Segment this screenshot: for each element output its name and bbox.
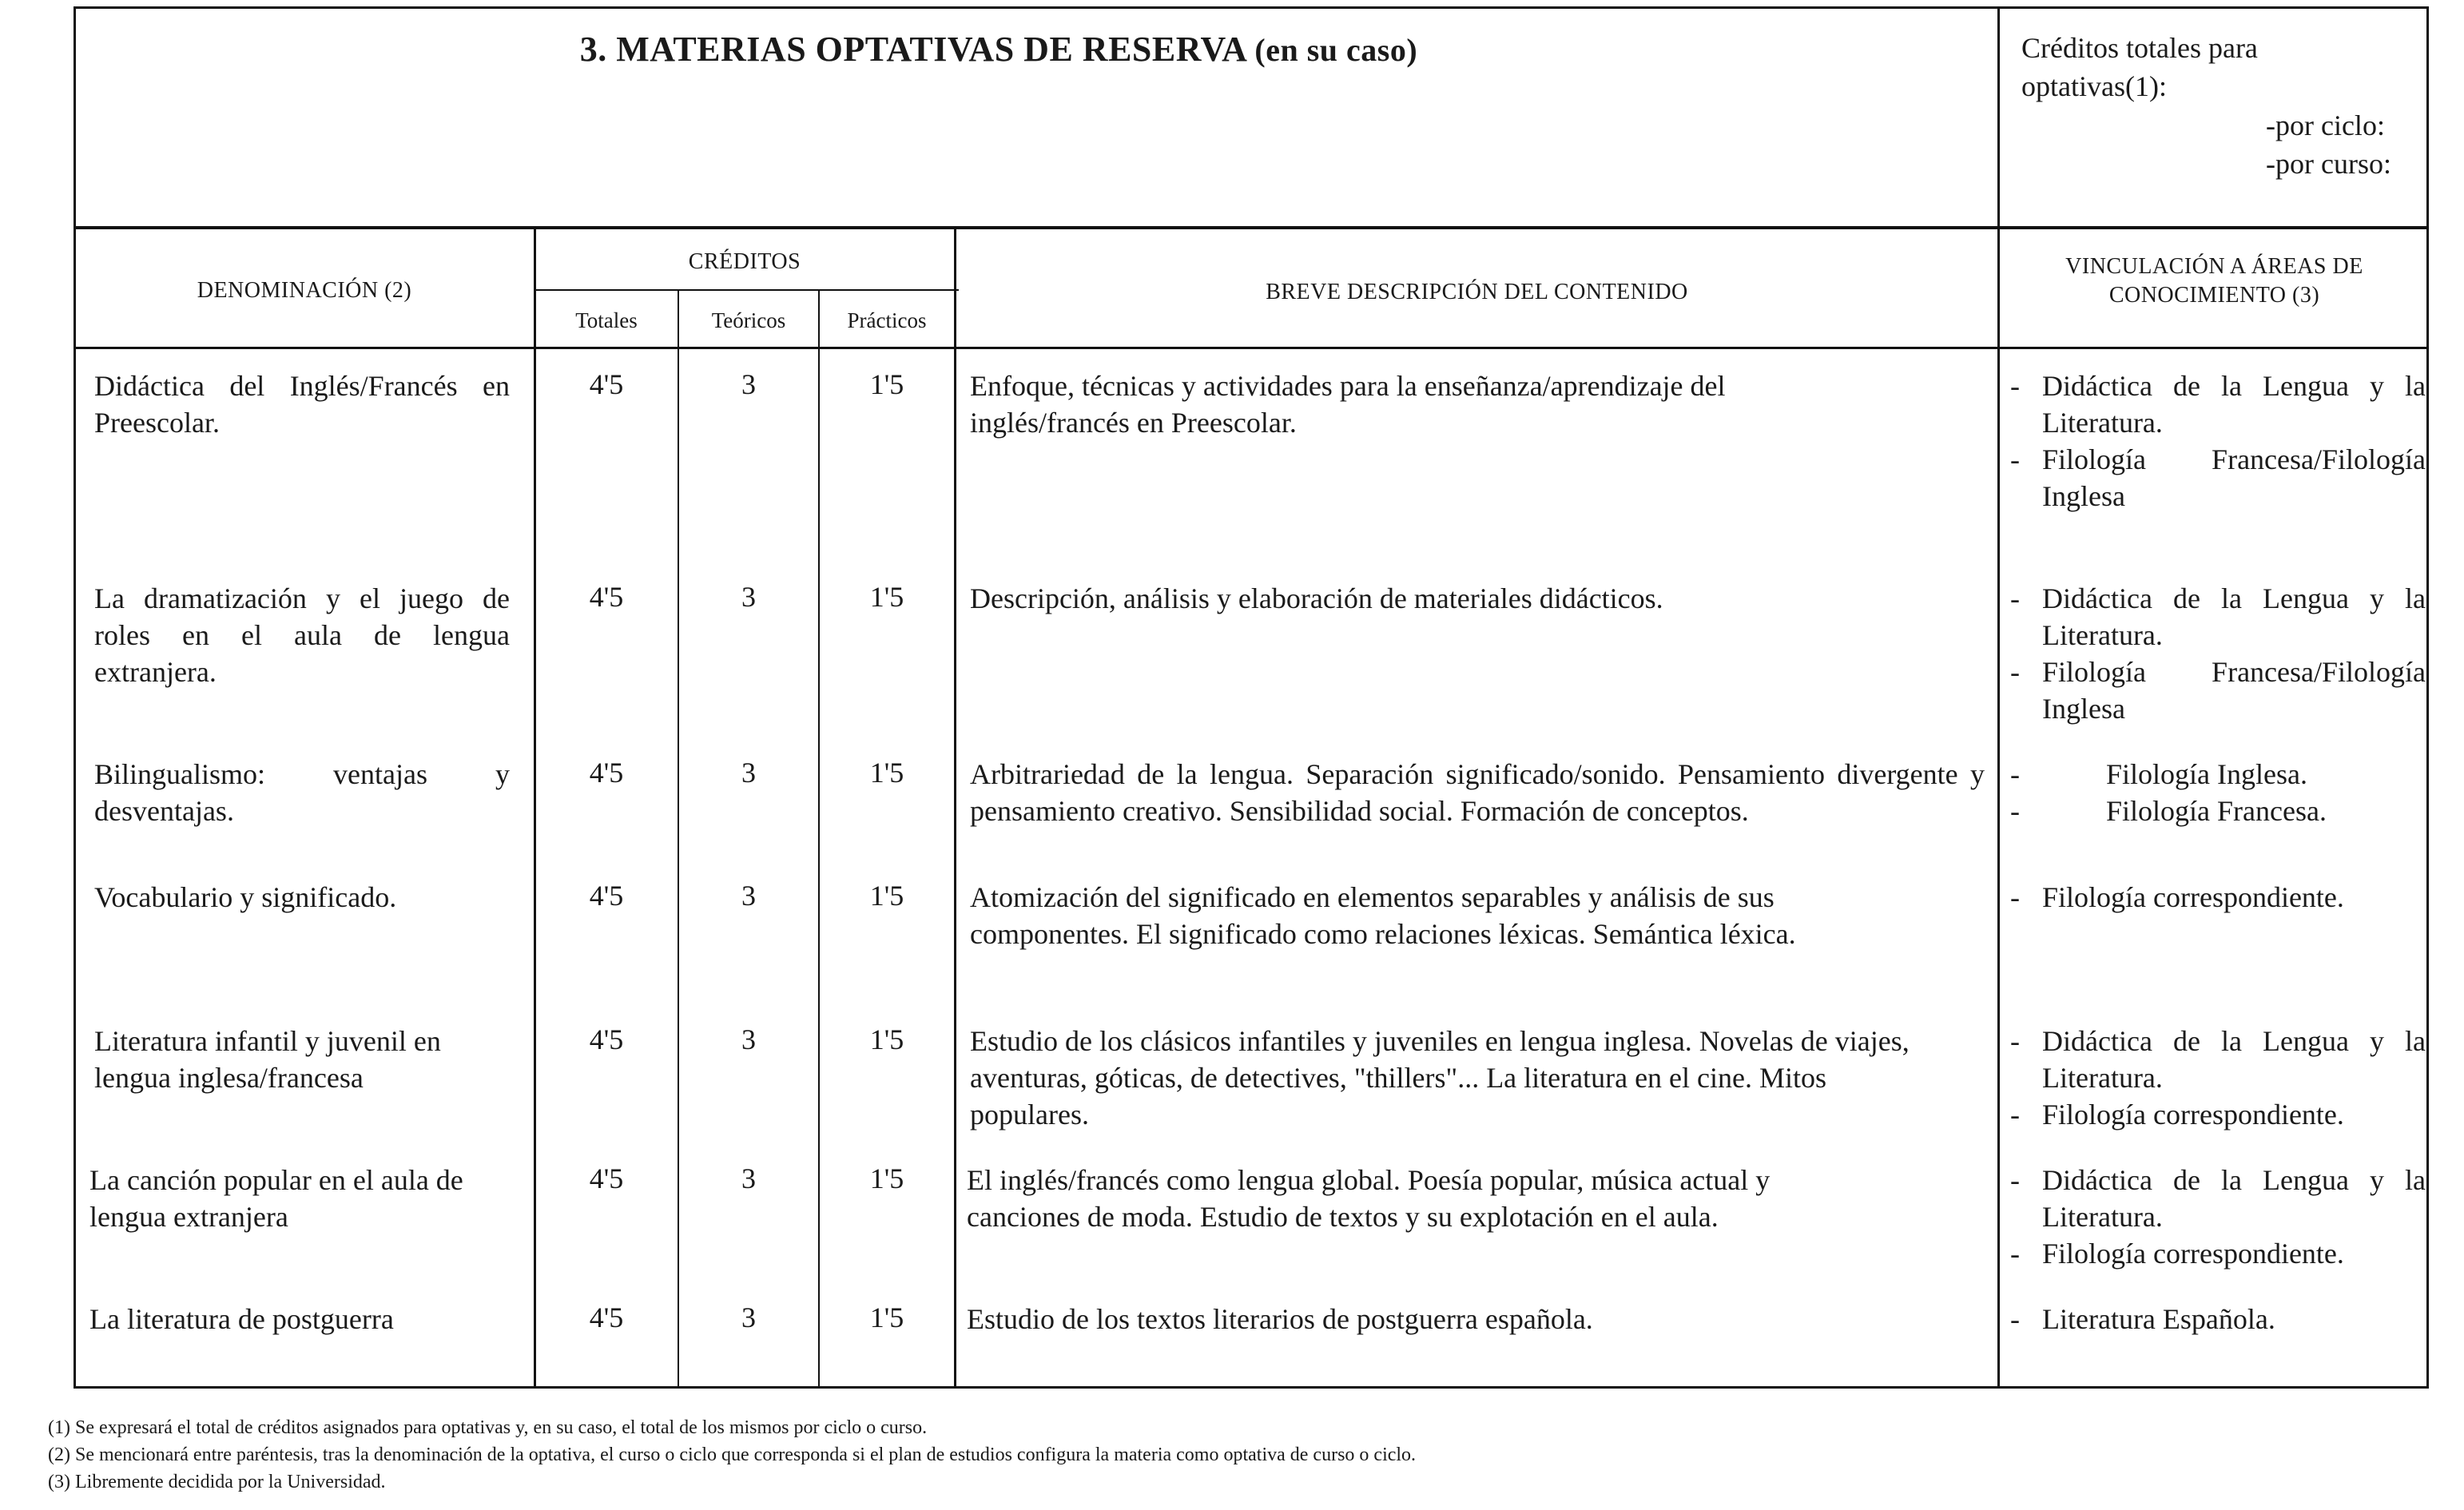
- footnote-2: (2) Se mencionará entre paréntesis, tras la denominación de la optativa, el curso o ciclo que corresponda si el plan de estudios configura la materia como optativa de curso o ciclo.: [48, 1444, 1417, 1465]
- col-header-denominacion: DENOMINACIÓN (2): [197, 278, 412, 303]
- row-areas: [2010, 1301, 2426, 1337]
- row-practicos: 1'5: [869, 368, 904, 400]
- row-totales: 4'5: [589, 880, 624, 912]
- title-suffix: (en su caso): [1254, 32, 1418, 68]
- row-practicos: 1'5: [869, 880, 904, 912]
- row-totales: 4'5: [589, 581, 624, 613]
- area-item: - Filología Francesa.: [2010, 795, 2327, 827]
- col-header-teoricos: Teóricos: [711, 308, 786, 332]
- row-areas: [2010, 756, 2426, 829]
- per-course-label: -por curso:: [2266, 148, 2391, 180]
- area-item: - Filología correspondiente.: [2010, 1238, 2344, 1270]
- row-name: Literatura infantil y juvenil en lengua inglesa/francesa: [94, 1025, 441, 1094]
- row-description: Enfoque, técnicas y actividades para la enseñanza/aprendizaje del inglés/francés en Preescolar.: [970, 370, 1726, 439]
- row-totales: 4'5: [589, 757, 624, 789]
- header-divider: [1997, 6, 2000, 228]
- row-name: La dramatización y el juego de roles en el aula de lengua extranjera.: [94, 582, 510, 688]
- row-description: Estudio de los textos literarios de postguerra española.: [967, 1303, 1593, 1335]
- row-areas: [2010, 1162, 2426, 1272]
- col-line-1: [534, 227, 536, 1389]
- row-areas: [2010, 368, 2426, 515]
- col-line-4: [954, 227, 956, 1389]
- row-areas: [2010, 580, 2426, 727]
- row-totales: 4'5: [589, 368, 624, 400]
- title-main: 3. MATERIAS OPTATIVAS DE RESERVA: [579, 30, 1246, 69]
- row-practicos: 1'5: [869, 581, 904, 613]
- area-item: - Filología correspondiente.: [2010, 1099, 2344, 1131]
- footnote-1: (1) Se expresará el total de créditos asignados para optativas y, en su caso, el total de los mismos por ciclo o curso.: [48, 1417, 928, 1438]
- row-name: Bilingualismo: ventajas y desventajas.: [94, 758, 510, 827]
- area-item: - Didáctica de la Lengua y la Literatura.: [2010, 370, 2426, 439]
- row-description: Estudio de los clásicos infantiles y juveniles en lengua inglesa. Novelas de viajes, aventuras, góticas, de detectives, "thillers"... La literatura en el cine. Mitos populares.: [970, 1025, 1910, 1131]
- row-teoricos: 3: [741, 368, 756, 400]
- col-header-totales: Totales: [575, 308, 638, 332]
- row-teoricos: 3: [741, 1162, 756, 1194]
- area-item: - Filología Francesa/Filología Inglesa: [2010, 656, 2426, 725]
- row-teoricos: 3: [741, 1301, 756, 1333]
- area-item: - Filología Inglesa.: [2010, 758, 2307, 790]
- row-areas: [2010, 1023, 2426, 1133]
- col-header-vinculacion: [2000, 252, 2429, 310]
- per-cycle-label: -por ciclo:: [2266, 109, 2385, 141]
- credits-label: [2021, 29, 2258, 105]
- row-description: Arbitrariedad de la lengua. Separación significado/sonido. Pensamiento divergente y pensamiento creativo. Sensibilidad social. Formación de conceptos.: [970, 758, 1985, 827]
- area-item: - Filología correspondiente.: [2010, 881, 2344, 913]
- credits-label-line1: Créditos totales para: [2021, 32, 2258, 64]
- col-header-practicos: Prácticos: [847, 308, 927, 332]
- row-totales: 4'5: [589, 1162, 624, 1194]
- area-item: - Literatura Española.: [2010, 1303, 2275, 1335]
- row-name: La literatura de postguerra: [89, 1303, 394, 1335]
- footnote-3: (3) Libremente decidida por la Universidad.: [48, 1472, 386, 1492]
- row-teoricos: 3: [741, 581, 756, 613]
- area-item: - Didáctica de la Lengua y la Literatura.: [2010, 582, 2426, 651]
- col-line-5: [1997, 227, 2000, 1389]
- row-teoricos: 3: [741, 1023, 756, 1055]
- row-practicos: 1'5: [869, 757, 904, 789]
- area-item: - Didáctica de la Lengua y la Literatura.: [2010, 1164, 2426, 1233]
- row-name: Vocabulario y significado.: [94, 881, 397, 913]
- col-header-creditos: CRÉDITOS: [688, 249, 801, 274]
- col-header-descripcion: BREVE DESCRIPCIÓN DEL CONTENIDO: [1266, 280, 1688, 304]
- area-item: - Filología Francesa/Filología Inglesa: [2010, 443, 2426, 512]
- row-totales: 4'5: [589, 1301, 624, 1333]
- area-item: - Didáctica de la Lengua y la Literatura.: [2010, 1025, 2426, 1094]
- row-name: La canción popular en el aula de lengua extranjera: [89, 1164, 463, 1233]
- row-description: Descripción, análisis y elaboración de materiales didácticos.: [970, 582, 1663, 614]
- row-totales: 4'5: [589, 1023, 624, 1055]
- row-areas: [2010, 879, 2426, 916]
- col-header-vinculacion-line1: VINCULACIÓN A ÁREAS DE: [2065, 254, 2363, 279]
- row-practicos: 1'5: [869, 1023, 904, 1055]
- row-description: El inglés/francés como lengua global. Poesía popular, música actual y canciones de moda. Estudio de textos y su explotación en el aula.: [967, 1164, 1771, 1233]
- row-teoricos: 3: [741, 880, 756, 912]
- creditos-subdivider: [535, 289, 959, 291]
- col-header-vinculacion-line2: CONOCIMIENTO (3): [2108, 283, 2320, 308]
- page-title: [447, 29, 1550, 70]
- col-line-2: [678, 289, 679, 1389]
- row-teoricos: 3: [741, 757, 756, 789]
- table-header-divider: [74, 347, 2429, 349]
- row-practicos: 1'5: [869, 1162, 904, 1194]
- credits-label-line2: optativas(1):: [2021, 70, 2167, 102]
- row-practicos: 1'5: [869, 1301, 904, 1333]
- row-description: Atomización del significado en elementos separables y análisis de sus componentes. El significado como relaciones léxicas. Semántica léxica.: [970, 881, 1796, 950]
- row-name: Didáctica del Inglés/Francés en Preescolar.: [94, 370, 510, 439]
- col-line-3: [818, 289, 820, 1389]
